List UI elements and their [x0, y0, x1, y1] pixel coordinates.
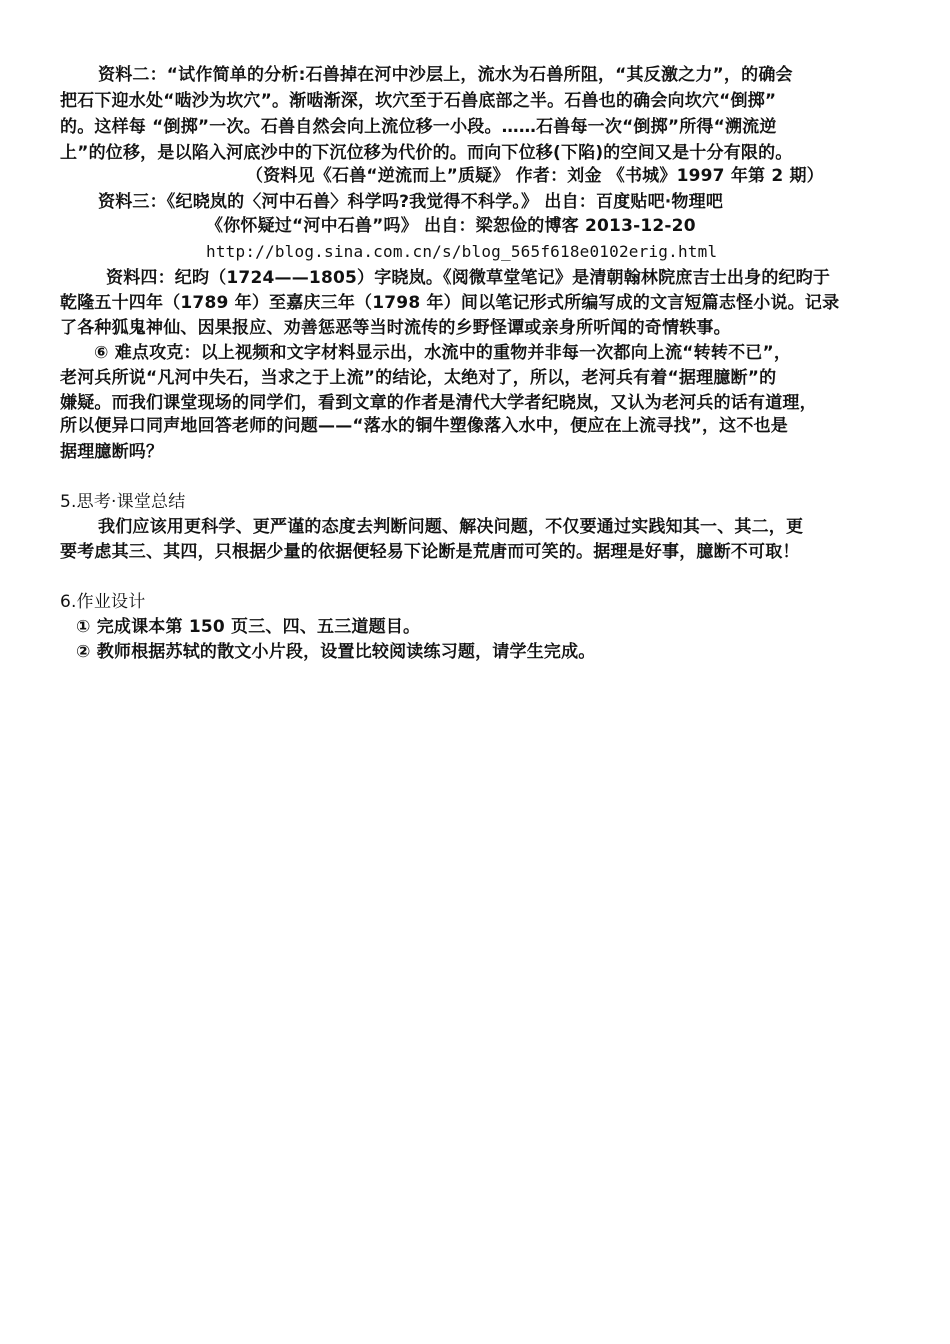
- section5-line1: 我们应该用更科学、更严谨的态度去判断问题、解决问题，不仅要通过实践知其一、其二，更: [98, 517, 804, 537]
- material2-line2: 把石下迎水处“啮沙为坎穴”。渐啮渐深，坎穴至于石兽底部之半。石兽也的确会向坎穴“倒掷”: [60, 91, 777, 111]
- difficulty-line1: ⑥ 难点攻克：以上视频和文字材料显示出，水流中的重物并非每一次都向上流“转转不已”，: [94, 343, 792, 363]
- section6-heading: 6.作业设计: [60, 592, 146, 612]
- material2-source: （资料见《石兽“逆流而上”质疑》 作者：刘金 《书城》1997 年第 2 期）: [246, 166, 824, 186]
- material3-line1: 资料三：《纪晓岚的〈河中石兽〉科学吗?我觉得不科学。》 出自：百度贴吧·物理吧: [98, 192, 724, 212]
- section5-line2: 要考虑其三、其四，只根据少量的依据便轻易下论断是荒唐而可笑的。据理是好事，臆断不可取！: [60, 542, 800, 562]
- material4-line1: 资料四：纪昀（1724——1805）字晓岚。《阅微草堂笔记》是清朝翰林院庶吉士出身的纪昀于: [106, 268, 831, 288]
- difficulty-line3: 嫌疑。而我们课堂现场的同学们，看到文章的作者是清代大学者纪晓岚，又认为老河兵的话有道理，: [60, 393, 817, 413]
- material3-url: http://blog.sina.com.cn/s/blog_565f618e0102erig.html: [206, 242, 718, 261]
- material2-line1: 资料二：“试作简单的分析:石兽掉在河中沙层上，流水为石兽所阻，“其反激之力”，的确会: [98, 65, 793, 85]
- material2-line3: 的。这样每 “倒掷”一次。石兽自然会向上流位移一小段。……石兽每一次“倒掷”所得“溯流逆: [60, 117, 777, 137]
- difficulty-line4: 所以便异口同声地回答老师的问题——“落水的铜牛塑像落入水中，便应在上流寻找”，这不也是: [60, 416, 788, 436]
- material3-line2: 《你怀疑过“河中石兽”吗》 出自：梁恕俭的博客 2013-12-20: [206, 216, 696, 236]
- material2-line4: 上”的位移，是以陷入河底沙中的下沉位移为代价的。而向下位移(下陷)的空间又是十分有限的。: [60, 143, 793, 163]
- difficulty-line2: 老河兵所说“凡河中失石，当求之于上流”的结论，太绝对了，所以，老河兵有着“据理臆断”的: [60, 368, 777, 388]
- section6-item1: ① 完成课本第 150 页三、四、五三道题目。: [76, 617, 421, 637]
- material4-line2: 乾隆五十四年（1789 年）至嘉庆三年（1798 年）间以笔记形式所编写成的文言短篇志怪小说。记录: [60, 293, 840, 313]
- difficulty-line5: 据理臆断吗？: [60, 442, 164, 462]
- section6-item2: ② 教师根据苏轼的散文小片段，设置比较阅读练习题，请学生完成。: [76, 642, 596, 662]
- section5-heading: 5.思考·课堂总结: [60, 492, 186, 512]
- material4-line3: 了各种狐鬼神仙、因果报应、劝善惩恶等当时流传的乡野怪谭或亲身所听闻的奇情轶事。: [60, 318, 731, 338]
